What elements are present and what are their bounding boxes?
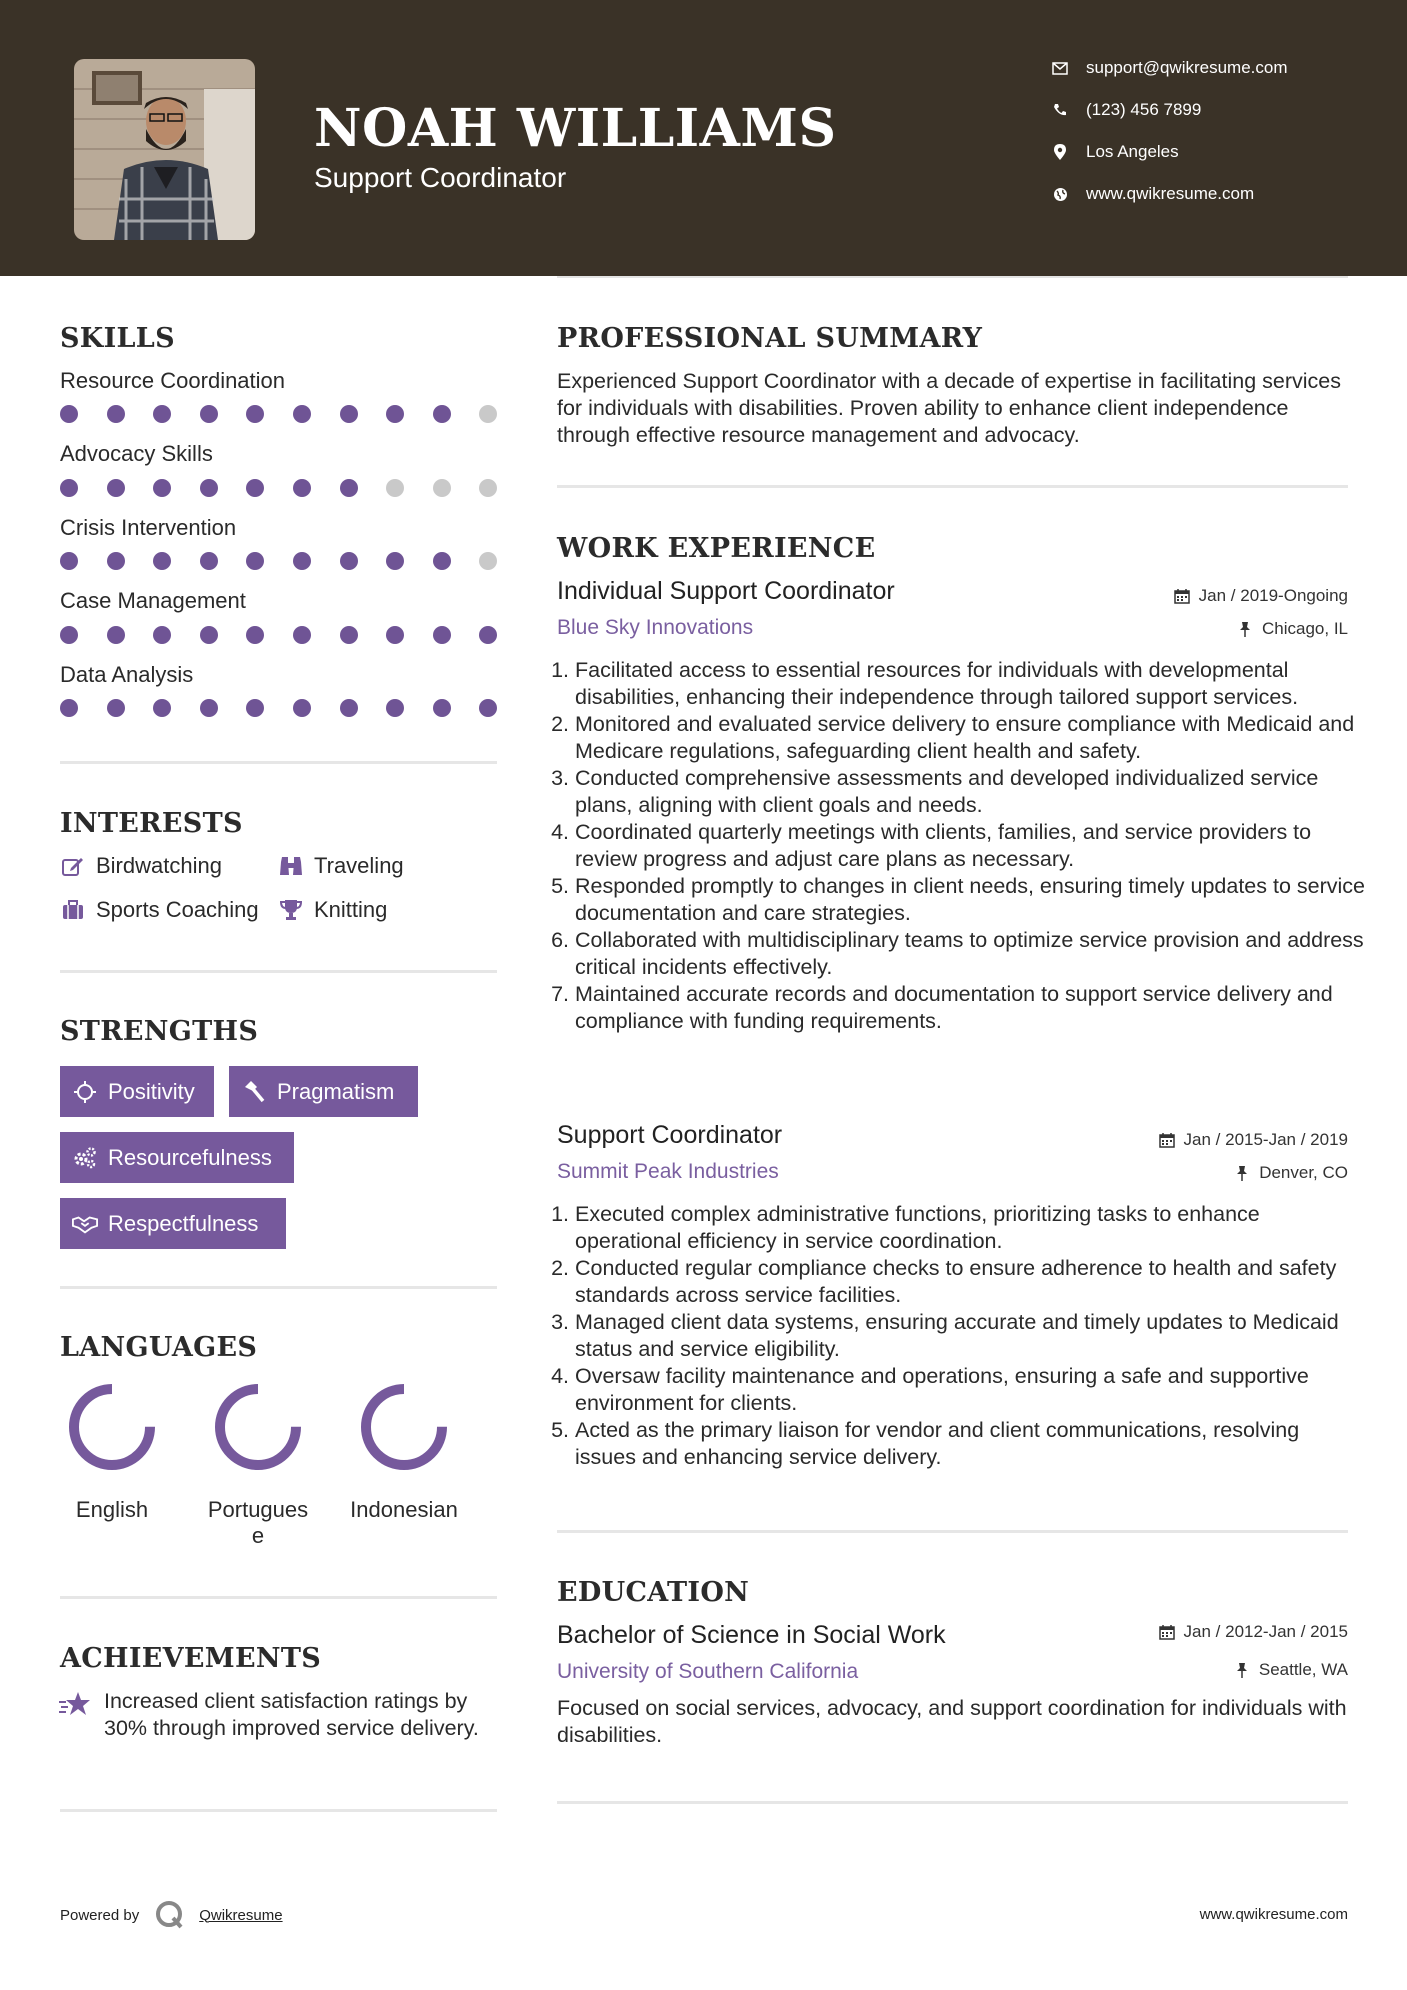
achievements-title: ACHIEVEMENTS bbox=[60, 1643, 322, 1674]
job-bullets bbox=[557, 657, 1365, 1035]
language-proficiency-arc bbox=[366, 1389, 442, 1465]
rating-dot-filled bbox=[246, 626, 264, 644]
rating-dot-filled bbox=[153, 552, 171, 570]
language-label bbox=[52, 1497, 172, 1523]
job-dates-text: Jan / 2019-Ongoing bbox=[1198, 586, 1348, 605]
interests-title: INTERESTS bbox=[60, 808, 243, 839]
rating-dot-filled bbox=[479, 626, 497, 644]
rating-dot-filled bbox=[246, 699, 264, 717]
skill-rating bbox=[60, 626, 526, 644]
calendar-icon bbox=[1158, 1131, 1176, 1149]
job-dates bbox=[1158, 1130, 1348, 1150]
rating-dot-filled bbox=[433, 699, 451, 717]
job-bullet: 6. Collaborated with multidisciplinary teams to optimize service provision and address critical incidents effectively. bbox=[575, 927, 1365, 981]
interest-label: Traveling bbox=[314, 853, 404, 878]
candidate-name: NOAH WILLIAMS bbox=[314, 98, 837, 159]
language-proficiency-arc bbox=[220, 1389, 296, 1465]
rating-dot-filled bbox=[386, 699, 404, 717]
rating-dot-filled bbox=[153, 626, 171, 644]
rating-dot-filled bbox=[293, 699, 311, 717]
job-bullet: 2. Monitored and evaluated service delivery to ensure compliance with Medicaid and Medicare regulations, safeguarding client health and safety. bbox=[575, 711, 1365, 765]
binoculars-icon bbox=[278, 854, 304, 878]
interest-label: Knitting bbox=[314, 897, 388, 922]
rating-dot-empty bbox=[386, 479, 404, 497]
rating-dot-filled bbox=[107, 479, 125, 497]
language-proficiency-arc bbox=[74, 1389, 150, 1465]
pushpin-icon bbox=[1236, 620, 1254, 638]
strength-label: Positivity bbox=[108, 1078, 195, 1104]
qwikresume-logo-icon bbox=[155, 1900, 185, 1930]
rating-dot-empty bbox=[433, 479, 451, 497]
job-bullet: 1. Facilitated access to essential resources for individuals with developmental disabilities, enhancing their independence through tailored support services. bbox=[575, 657, 1365, 711]
summary-text: Experienced Support Coordinator with a decade of expertise in facilitating services for individuals with disabilities. Proven ability to enhance client independence through effective resource management and advocacy. bbox=[557, 369, 1341, 447]
sun-icon bbox=[72, 1080, 98, 1104]
job-dates bbox=[1173, 586, 1348, 606]
rating-dot-filled bbox=[60, 405, 78, 423]
rating-dot-filled bbox=[340, 405, 358, 423]
education-location-text: Seattle, WA bbox=[1258, 1660, 1348, 1679]
skills-title: SKILLS bbox=[60, 323, 175, 354]
interests-divider bbox=[60, 970, 497, 973]
interest-label: Sports Coaching bbox=[96, 897, 259, 922]
job-bullets bbox=[557, 1201, 1365, 1471]
rating-dot-filled bbox=[200, 405, 218, 423]
header-divider bbox=[557, 276, 1348, 278]
rating-dot-filled bbox=[386, 405, 404, 423]
edit-icon bbox=[60, 854, 86, 878]
language-proficiency-ring bbox=[354, 1377, 454, 1477]
strengths-title: STRENGTHS bbox=[60, 1016, 259, 1047]
strength-tag-positivity bbox=[60, 1066, 214, 1117]
language-name-continued: e bbox=[251, 1523, 265, 1548]
gears-icon bbox=[72, 1146, 98, 1170]
contact-phone-text: (123) 456 7899 bbox=[1086, 100, 1202, 119]
job-bullet: 3. Managed client data systems, ensuring accurate and timely updates to Medicaid status and service eligibility. bbox=[575, 1309, 1365, 1363]
skill-label: Case Management bbox=[60, 588, 246, 613]
strength-tag-respectfulness bbox=[60, 1198, 286, 1249]
rating-dot-filled bbox=[340, 626, 358, 644]
rating-dot-empty bbox=[479, 405, 497, 423]
job-location bbox=[1236, 619, 1348, 639]
map-pin-icon bbox=[1050, 142, 1070, 162]
education-text: Focused on social services, advocacy, and support coordination for individuals with disabilities. bbox=[557, 1696, 1347, 1747]
footer-website[interactable]: www.qwikresume.com bbox=[1199, 1906, 1348, 1923]
summary-divider bbox=[557, 485, 1348, 488]
phone-icon bbox=[1050, 100, 1070, 120]
skill-label: Data Analysis bbox=[60, 662, 194, 687]
skill-label: Crisis Intervention bbox=[60, 515, 237, 540]
rating-dot-filled bbox=[60, 626, 78, 644]
envelope-icon bbox=[1050, 58, 1070, 78]
experience-title: WORK EXPERIENCE bbox=[557, 533, 876, 564]
handshake-icon bbox=[72, 1212, 98, 1236]
rating-dot-filled bbox=[340, 552, 358, 570]
interest-label: Birdwatching bbox=[96, 853, 222, 878]
candidate-role: Support Coordinator bbox=[314, 162, 567, 193]
education-location bbox=[1233, 1660, 1348, 1680]
calendar-icon bbox=[1173, 587, 1191, 605]
summary-title: PROFESSIONAL SUMMARY bbox=[557, 323, 983, 354]
job-location-text: Denver, CO bbox=[1259, 1163, 1348, 1182]
powered-by-text: Powered by bbox=[60, 1906, 140, 1924]
rating-dot-filled bbox=[107, 405, 125, 423]
strength-tag-resourcefulness bbox=[60, 1132, 294, 1183]
company-name: Blue Sky Innovations bbox=[557, 616, 754, 639]
job-dates-text: Jan / 2015-Jan / 2019 bbox=[1183, 1130, 1348, 1149]
rating-dot-empty bbox=[479, 552, 497, 570]
rating-dot-filled bbox=[433, 405, 451, 423]
rating-dot-filled bbox=[293, 626, 311, 644]
skill-rating bbox=[60, 479, 526, 497]
skill-label: Resource Coordination bbox=[60, 368, 286, 393]
rating-dot-filled bbox=[433, 626, 451, 644]
rating-dot-filled bbox=[200, 699, 218, 717]
language-name: English bbox=[75, 1497, 149, 1522]
job-location bbox=[1233, 1163, 1348, 1183]
rating-dot-filled bbox=[60, 479, 78, 497]
degree-title: Bachelor of Science in Social Work bbox=[557, 1621, 946, 1649]
interest-item bbox=[60, 853, 222, 879]
skill-label: Advocacy Skills bbox=[60, 441, 213, 466]
education-dates-text: Jan / 2012-Jan / 2015 bbox=[1183, 1622, 1348, 1641]
rating-dot-filled bbox=[293, 405, 311, 423]
rating-dot-filled bbox=[433, 552, 451, 570]
rating-dot-filled bbox=[246, 552, 264, 570]
pushpin-icon bbox=[1233, 1661, 1251, 1679]
contact-email[interactable] bbox=[1050, 58, 1288, 78]
contact-website-text: www.qwikresume.com bbox=[1086, 184, 1255, 203]
skill-rating bbox=[60, 405, 526, 423]
rating-dot-filled bbox=[386, 626, 404, 644]
interest-item bbox=[60, 897, 259, 923]
qwikresume-link[interactable]: Qwikresume bbox=[199, 1906, 283, 1924]
achievement-text: Increased client satisfaction ratings by 30% through improved service delivery. bbox=[104, 1689, 479, 1740]
rating-dot-filled bbox=[340, 699, 358, 717]
contact-phone[interactable] bbox=[1050, 100, 1201, 120]
language-proficiency-ring bbox=[62, 1377, 162, 1477]
resume-header bbox=[0, 0, 1407, 276]
languages-title: LANGUAGES bbox=[60, 1332, 258, 1363]
job-bullet: 5. Responded promptly to changes in client needs, ensuring timely updates to service documentation and care strategies. bbox=[575, 873, 1365, 927]
rating-dot-filled bbox=[60, 699, 78, 717]
contact-email-text: support@qwikresume.com bbox=[1086, 58, 1288, 77]
calendar-icon bbox=[1158, 1623, 1176, 1641]
strength-label: Resourcefulness bbox=[108, 1144, 272, 1170]
rating-dot-filled bbox=[246, 405, 264, 423]
education-dates bbox=[1158, 1622, 1348, 1642]
job-bullet: 1. Executed complex administrative functions, prioritizing tasks to enhance operational efficiency in service coordination. bbox=[575, 1201, 1365, 1255]
rating-dot-filled bbox=[107, 552, 125, 570]
star-icon bbox=[58, 1690, 92, 1718]
rating-dot-filled bbox=[200, 626, 218, 644]
hammer-icon bbox=[241, 1080, 267, 1104]
rating-dot-filled bbox=[293, 552, 311, 570]
job-bullet: 2. Conducted regular compliance checks to ensure adherence to health and safety standards across service facilities. bbox=[575, 1255, 1365, 1309]
interest-item bbox=[278, 897, 387, 923]
job-title: Support Coordinator bbox=[557, 1121, 783, 1149]
rating-dot-filled bbox=[246, 479, 264, 497]
language-proficiency-ring bbox=[208, 1377, 308, 1477]
contact-location bbox=[1050, 142, 1179, 162]
strength-tag-pragmatism bbox=[229, 1066, 418, 1117]
rating-dot-filled bbox=[293, 479, 311, 497]
contact-location-text: Los Angeles bbox=[1086, 142, 1179, 161]
job-bullet: 4. Oversaw facility maintenance and operations, ensuring a safe and supportive environment for clients. bbox=[575, 1363, 1365, 1417]
achievements-divider bbox=[60, 1809, 497, 1812]
rating-dot-filled bbox=[200, 552, 218, 570]
rating-dot-filled bbox=[153, 479, 171, 497]
company-name: Summit Peak Industries bbox=[557, 1160, 779, 1183]
trophy-icon bbox=[278, 898, 304, 922]
skills-divider bbox=[60, 761, 497, 764]
interest-item bbox=[278, 853, 404, 879]
job-bullet: 3. Conducted comprehensive assessments and developed individualized service plans, aligning with client goals and needs. bbox=[575, 765, 1365, 819]
education-title: EDUCATION bbox=[557, 1577, 750, 1608]
rating-dot-filled bbox=[479, 699, 497, 717]
language-name: Portugues bbox=[207, 1497, 309, 1522]
pushpin-icon bbox=[1233, 1164, 1251, 1182]
school-name: University of Southern California bbox=[557, 1660, 859, 1683]
languages-divider bbox=[60, 1596, 497, 1599]
strength-label: Pragmatism bbox=[277, 1078, 395, 1104]
footer-powered-by bbox=[60, 1900, 283, 1930]
experience-divider bbox=[557, 1530, 1348, 1533]
strengths-divider bbox=[60, 1286, 497, 1289]
rating-dot-filled bbox=[107, 626, 125, 644]
job-location-text: Chicago, IL bbox=[1262, 619, 1348, 638]
briefcase-icon bbox=[60, 898, 86, 922]
rating-dot-empty bbox=[479, 479, 497, 497]
job-bullet: 7. Maintained accurate records and documentation to support service delivery and compliance with funding requirements. bbox=[575, 981, 1365, 1035]
language-name: Indonesian bbox=[350, 1497, 458, 1522]
contact-website[interactable] bbox=[1050, 184, 1254, 204]
rating-dot-filled bbox=[200, 479, 218, 497]
strength-label: Respectfulness bbox=[108, 1210, 259, 1236]
job-bullet: 5. Acted as the primary liaison for vendor and client communications, resolving issues and enhancing service delivery. bbox=[575, 1417, 1365, 1471]
globe-icon bbox=[1050, 184, 1070, 204]
skill-rating bbox=[60, 699, 526, 717]
job-title: Individual Support Coordinator bbox=[557, 577, 895, 605]
education-divider bbox=[557, 1801, 1348, 1804]
language-label bbox=[198, 1497, 318, 1549]
profile-photo bbox=[74, 59, 255, 240]
language-label bbox=[344, 1497, 464, 1523]
rating-dot-filled bbox=[340, 479, 358, 497]
rating-dot-filled bbox=[153, 699, 171, 717]
rating-dot-filled bbox=[60, 552, 78, 570]
rating-dot-filled bbox=[107, 699, 125, 717]
skill-rating bbox=[60, 552, 526, 570]
job-bullet: 4. Coordinated quarterly meetings with clients, families, and service providers to review progress and adjust care plans as necessary. bbox=[575, 819, 1365, 873]
rating-dot-filled bbox=[386, 552, 404, 570]
rating-dot-filled bbox=[153, 405, 171, 423]
